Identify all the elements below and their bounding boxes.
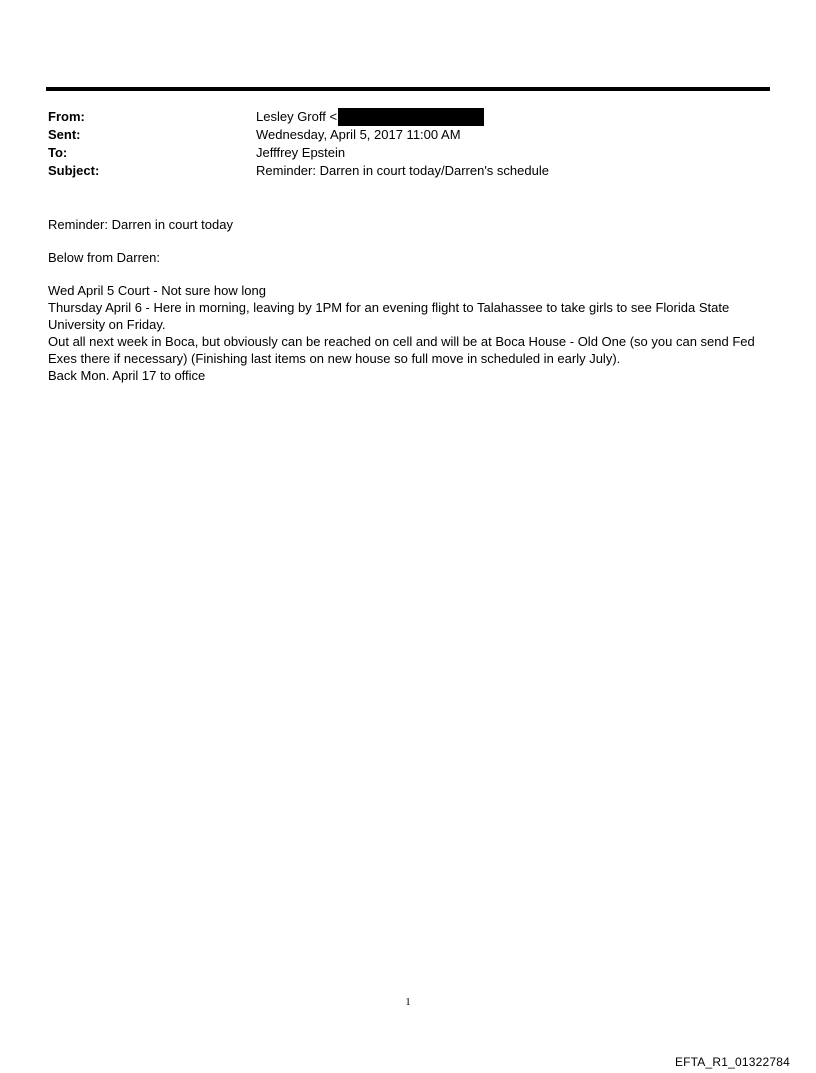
email-body (48, 216, 778, 384)
body-reminder-line: Reminder: Darren in court today (48, 217, 233, 232)
schedule-item-thu: Thursday April 6 - Here in morning, leaving by 1PM for an evening flight to Talahassee to take girls to see Florida State University on Friday. (48, 300, 730, 332)
from-sender-text: Lesley Groff < (256, 109, 338, 124)
header-row-subject (48, 162, 768, 180)
schedule-item-wed: Wed April 5 Court - Not sure how long (48, 283, 266, 298)
schedule-item-return: Back Mon. April 17 to office (48, 368, 206, 383)
body-intro-line: Below from Darren: (48, 250, 160, 265)
to-value: Jefffrey Epstein (256, 145, 346, 160)
document-id: EFTA_R1_01322784 (674, 1055, 790, 1069)
from-value (256, 108, 768, 126)
email-header (48, 108, 768, 180)
redaction-bar (338, 108, 484, 126)
header-divider (46, 87, 770, 91)
schedule-list (48, 282, 778, 384)
to-label: To: (48, 145, 68, 160)
from-label: From: (48, 109, 85, 124)
sent-value: Wednesday, April 5, 2017 11:00 AM (256, 127, 461, 142)
schedule-item-next-week: Out all next week in Boca, but obviously can be reached on cell and will be at Boca House - Old One (so you can send Fed Exes there if necessary) (Finishing last items on new house so full move in scheduled in early July). (48, 334, 755, 366)
header-row-sent (48, 126, 768, 144)
subject-value: Reminder: Darren in court today/Darren's schedule (256, 163, 549, 178)
subject-label: Subject: (48, 163, 100, 178)
header-row-from (48, 108, 768, 126)
sent-label: Sent: (48, 127, 81, 142)
header-row-to (48, 144, 768, 162)
page-number: 1 (405, 996, 411, 1008)
